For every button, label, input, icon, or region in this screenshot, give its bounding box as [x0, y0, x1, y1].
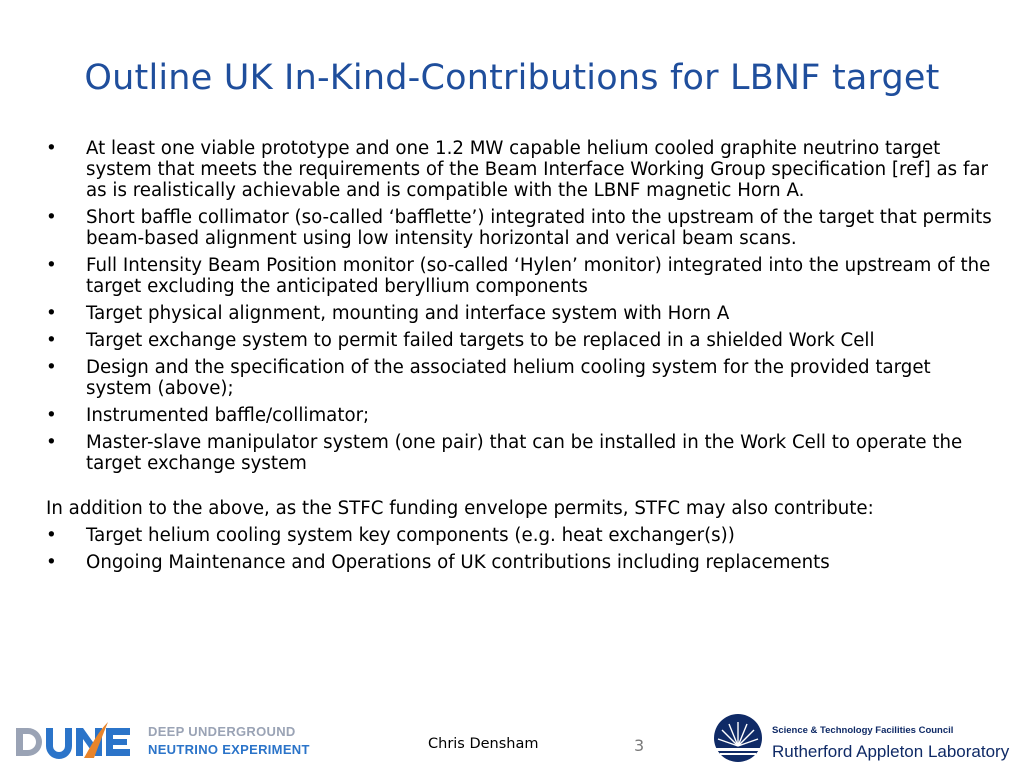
addition-bullet-list [46, 525, 996, 573]
slide-title: Outline UK In-Kind-Contributions for LBNF target [84, 58, 940, 98]
bullet-item [46, 207, 996, 249]
page-number: 3 [634, 736, 645, 755]
bullet-marker: • [46, 207, 57, 228]
bullet-marker: • [46, 357, 57, 378]
bullet-marker: • [46, 330, 57, 351]
bullet-item [46, 330, 996, 351]
bullet-marker: • [46, 138, 57, 159]
bullet-item [46, 525, 996, 546]
bullet-marker: • [46, 405, 57, 426]
bullet-marker: • [46, 525, 57, 546]
bullet-text: Target physical alignment, mounting and interface system with Horn A [86, 303, 730, 324]
bullet-item [46, 552, 996, 573]
bullet-item [46, 138, 996, 201]
bullet-item [46, 303, 996, 324]
bullet-text: Design and the specification of the associated helium cooling system for the provided target system (above); [86, 357, 931, 399]
bullet-item [46, 432, 996, 474]
dune-text-line1: DEEP UNDERGROUND [148, 724, 296, 739]
bullet-marker: • [46, 303, 57, 324]
bullet-marker: • [46, 432, 57, 453]
bullet-text: Short baffle collimator (so-called ‘bafflette’) integrated into the upstream of the target that permits beam-based alignment using low intensity horizontal and verical beam scans. [86, 207, 992, 249]
spacer [46, 480, 996, 498]
ral-council-text: Science & Technology Facilities Council [772, 725, 954, 736]
ral-lab-text: Rutherford Appleton Laboratory [772, 742, 1010, 761]
bullet-text: Master-slave manipulator system (one pair) that can be installed in the Work Cell to operate the target exchange system [86, 432, 963, 474]
dune-text-line2: NEUTRINO EXPERIMENT [148, 742, 310, 757]
bullet-marker: • [46, 255, 57, 276]
footer-author: Chris Densham [428, 736, 539, 752]
bullet-item [46, 255, 996, 297]
bullet-text: At least one viable prototype and one 1.2 MW capable helium cooled graphite neutrino target system that meets the requirements of the Beam Interface Working Group specification [ref] as far as is realistically achievable and is compatible with the LBNF magnetic Horn A. [86, 138, 988, 201]
main-bullet-list [46, 138, 996, 474]
ral-logo [712, 712, 1017, 766]
bullet-text: Full Intensity Beam Position monitor (so-called ‘Hylen’ monitor) integrated into the upstream of the target excluding the anticipated beryllium components [86, 255, 991, 297]
slide-content [46, 138, 996, 579]
bullet-text: Target exchange system to permit failed targets to be replaced in a shielded Work Cell [86, 330, 875, 351]
dune-logo-mark-icon [14, 718, 134, 764]
dune-logo [14, 718, 310, 764]
bullet-text: Target helium cooling system key components (e.g. heat exchanger(s)) [86, 525, 735, 546]
stfc-globe-icon [712, 712, 764, 764]
bullet-item [46, 357, 996, 399]
bullet-text: Instrumented baffle/collimator; [86, 405, 370, 426]
bullet-item [46, 405, 996, 426]
bullet-text: Ongoing Maintenance and Operations of UK contributions including replacements [86, 552, 830, 573]
bullet-marker: • [46, 552, 57, 573]
addition-paragraph: In addition to the above, as the STFC funding envelope permits, STFC may also contribute: [46, 498, 874, 519]
